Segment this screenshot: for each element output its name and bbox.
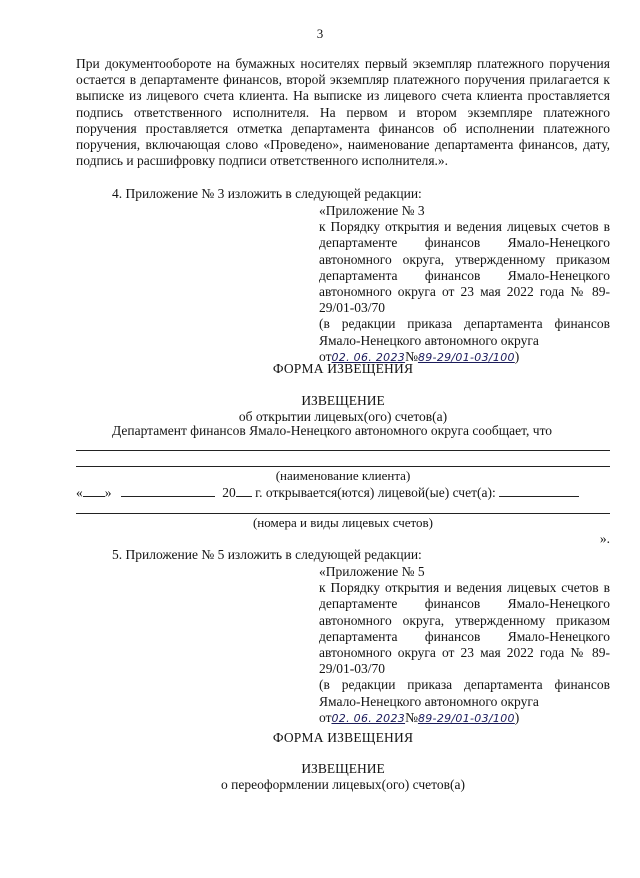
form-1-intro: Департамент финансов Ямало-Ненецкого автономного округа сообщает, что: [112, 423, 553, 438]
appendix-3-date: 02. 06. 2023: [331, 350, 406, 364]
appendix-3-text: к Порядку открытия и ведения лицевых счетов в департаменте финансов Ямало-Ненецкого автономного округа, утвержденному приказом департамента финансов Ямало-Ненецкого автономного округа от 23 мая 2022 года № 89-29/01-03/70: [319, 219, 610, 316]
appendix-5-date: 02. 06. 2023: [331, 711, 406, 725]
form-1-title: ИЗВЕЩЕНИЕ: [301, 393, 385, 408]
appendix-3-title: «Приложение № 3: [319, 203, 425, 218]
month-blank: [121, 484, 215, 497]
year-prefix: 20: [222, 485, 236, 500]
appendix-3-block: [319, 203, 610, 366]
page-number: 3: [316, 26, 324, 41]
year-blank: [236, 484, 252, 497]
appendix-3-number: 89-29/01-03/100: [417, 350, 515, 364]
open-date-row: [76, 484, 610, 501]
appendix-5-title: «Приложение № 5: [319, 564, 425, 579]
accounts-blank: [499, 484, 579, 497]
appendix-5-signature-line: [319, 710, 610, 727]
form-2-title: ИЗВЕЩЕНИЕ: [301, 761, 385, 776]
appendix-5-text: к Порядку открытия и ведения лицевых счетов в департаменте финансов Ямало-Ненецкого автономного округа, утвержденному приказом департамента финансов Ямало-Ненецкого автономного округа от 23 мая 2022 года № 89-29/01-03/70: [319, 580, 610, 677]
form-1-end-mark: ».: [599, 531, 610, 546]
day-blank: [83, 484, 105, 497]
appendix-5-close: ): [514, 709, 520, 725]
appendix-3-from: от: [319, 348, 332, 364]
appendix-5-from: от: [319, 709, 332, 725]
paragraph-payment-order: При документообороте на бумажных носителях первый экземпляр платежного поручения остается в департаменте финансов, второй экземпляр платежного поручения прилагается к выписке из лицевого счета клиента. На выписке из лицевого счета клиента проставляется подпись ответственного исполнителя. На первом и втором экземпляре платежного поручения проставляется отметка департамента финансов об исполнении платежного поручения, включающая слово «Проведено», наименование департамента финансов, дату, подпись и расшифровку подписи ответственного исполнителя.».: [76, 56, 610, 169]
appendix-5-edition: (в редакции приказа департамента финансов Ямало-Ненецкого автономного округа: [319, 677, 610, 709]
form-2-subtitle: о переоформлении лицевых(ого) счетов(а): [221, 777, 465, 792]
appendix-5-block: [319, 564, 610, 727]
caption-accounts: (номера и виды лицевых счетов): [252, 515, 434, 530]
date-open-quote: «: [76, 485, 83, 500]
client-name-line-2: [76, 466, 610, 467]
item-4: 4. Приложение № 3 изложить в следующей редакции:: [112, 186, 422, 201]
client-name-line-1: [76, 450, 610, 451]
accounts-line: [76, 513, 610, 514]
form-2-heading: ФОРМА ИЗВЕЩЕНИЯ: [272, 730, 414, 745]
year-suffix-text: г. открывается(ются) лицевой(ые) счет(а):: [255, 485, 496, 500]
appendix-5-number-sign: №: [405, 709, 418, 725]
appendix-3-edition: (в редакции приказа департамента финансов Ямало-Ненецкого автономного округа: [319, 316, 610, 348]
appendix-5-number: 89-29/01-03/100: [417, 711, 515, 725]
appendix-3-close: ): [514, 348, 520, 364]
caption-client: (наименование клиента): [275, 468, 411, 483]
form-1-subtitle: об открытии лицевых(ого) счетов(а): [238, 409, 448, 424]
date-close-quote: »: [104, 485, 112, 500]
item-5: 5. Приложение № 5 изложить в следующей редакции:: [112, 547, 422, 562]
appendix-3-number-sign: №: [405, 348, 418, 364]
form-1-heading: ФОРМА ИЗВЕЩЕНИЯ: [272, 361, 414, 376]
